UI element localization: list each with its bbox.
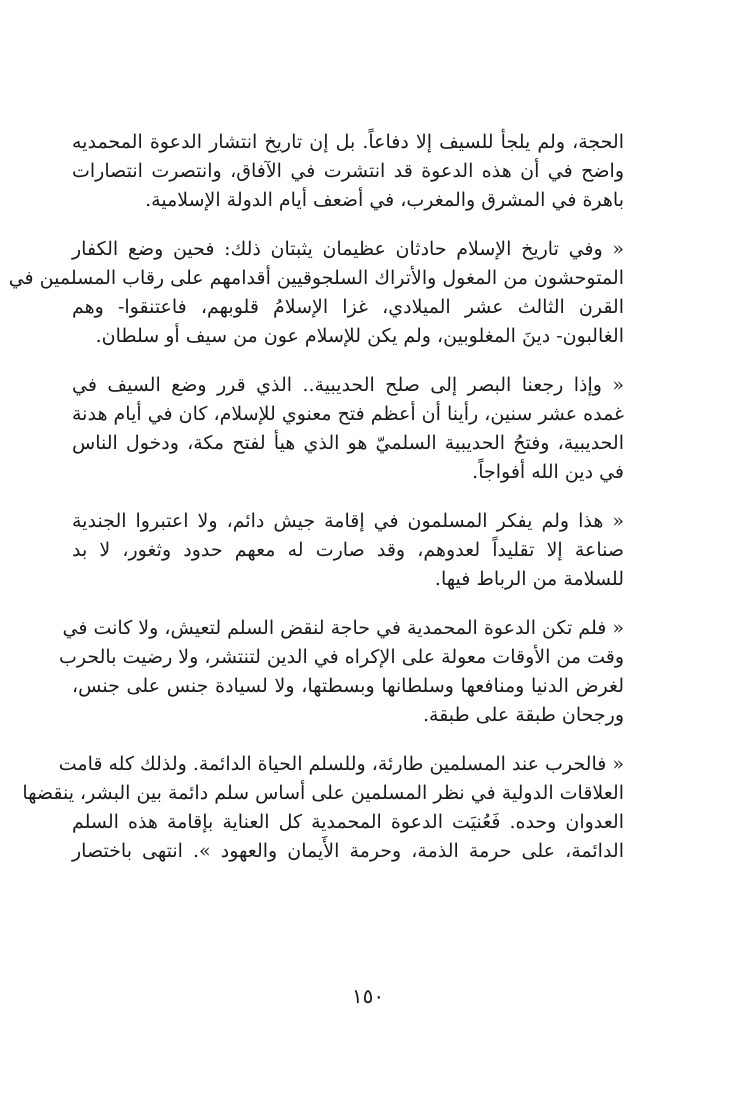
text-line: القرن الثالث عشر الميلادي، غزا الإسلامُ قلوبهم، فاعتنقوا- وهم: [72, 296, 624, 318]
text-line: صناعة إلا تقليداً لعدوهم، وقد صارت له معهم حدود وثغور، لا بد: [72, 539, 624, 561]
text-line: غمده عشر سنين، رأينا أن أعظم فتح معنوي للإسلام، كان في أيام هدنة: [72, 403, 624, 425]
text-line: الغالبون- دينَ المغلوبين، ولم يكن للإسلام عون من سيف أو سلطان.: [95, 325, 624, 347]
paragraph-6: [22, 750, 624, 866]
paragraph-1: [72, 128, 624, 215]
paragraph-4: [72, 507, 624, 594]
text-line: واضح في أن هذه الدعوة قد انتشرت في الآفاق، وانتصرت انتصارات: [72, 160, 624, 182]
text-line: « فلم تكن الدعوة المحمدية في حاجة لنقض السلم لتعيش، ولا كانت في: [62, 617, 624, 639]
text-line: العدوان وحده. فَعُنيَت الدعوة المحمدية كل العناية بإقامة هذه السلم: [72, 811, 624, 833]
body-text: [8, 128, 624, 886]
text-line: « وإذا رجعنا البصر إلى صلح الحديبية.. الذي قرر وضع السيف في: [72, 374, 624, 396]
text-line: لغرض الدنيا ومنافعها وسلطانها وبسطتها، ولا لسيادة جنس على جنس،: [72, 675, 624, 697]
text-line: في دين الله أفواجاً.: [472, 461, 624, 483]
text-line: ورجحان طبقة على طبقة.: [422, 704, 624, 726]
text-line: للسلامة من الرباط فيها.: [434, 568, 624, 590]
paragraph-2: [8, 235, 624, 351]
text-line: المتوحشون من المغول والأتراك السلجوقيين أقدامهم على رقاب المسلمين في: [8, 267, 624, 289]
text-line: العلاقات الدولية في نظر المسلمين على أساس سلم دائمة بين البشر، ينقضها: [22, 782, 624, 804]
text-line: الدائمة، على حرمة الذمة، وحرمة الأَيمان والعهود ». انتهى باختصار: [72, 840, 624, 862]
text-line: الحجة، ولم يلجأ للسيف إلا دفاعاً. بل إن تاريخ انتشار الدعوة المحمديه: [72, 131, 624, 153]
text-line: « هذا ولم يفكر المسلمون في إقامة جيش دائم، ولا اعتبروا الجندية: [72, 510, 624, 532]
paragraph-5: [59, 614, 624, 730]
page-number: ١٥٠: [351, 984, 385, 1008]
text-line: « فالحرب عند المسلمين طارئة، وللسلم الحياة الدائمة. ولذلك كله قامت: [58, 753, 624, 775]
text-line: « وفي تاريخ الإسلام حادثان عظيمان يثبتان ذلك: فحين وضع الكفار: [72, 238, 624, 260]
text-line: الحديبية، وفتحُ الحديبية السلميّ هو الذي هيأ لفتح مكة، ودخول الناس: [72, 432, 624, 454]
text-line: باهرة في المشرق والمغرب، في أضعف أيام الدولة الإسلامية.: [145, 189, 624, 211]
paragraph-3: [72, 371, 624, 487]
text-line: وقت من الأوقات معولة على الإكراه في الدين لتنتشر، ولا رضيت بالحرب: [59, 646, 624, 668]
